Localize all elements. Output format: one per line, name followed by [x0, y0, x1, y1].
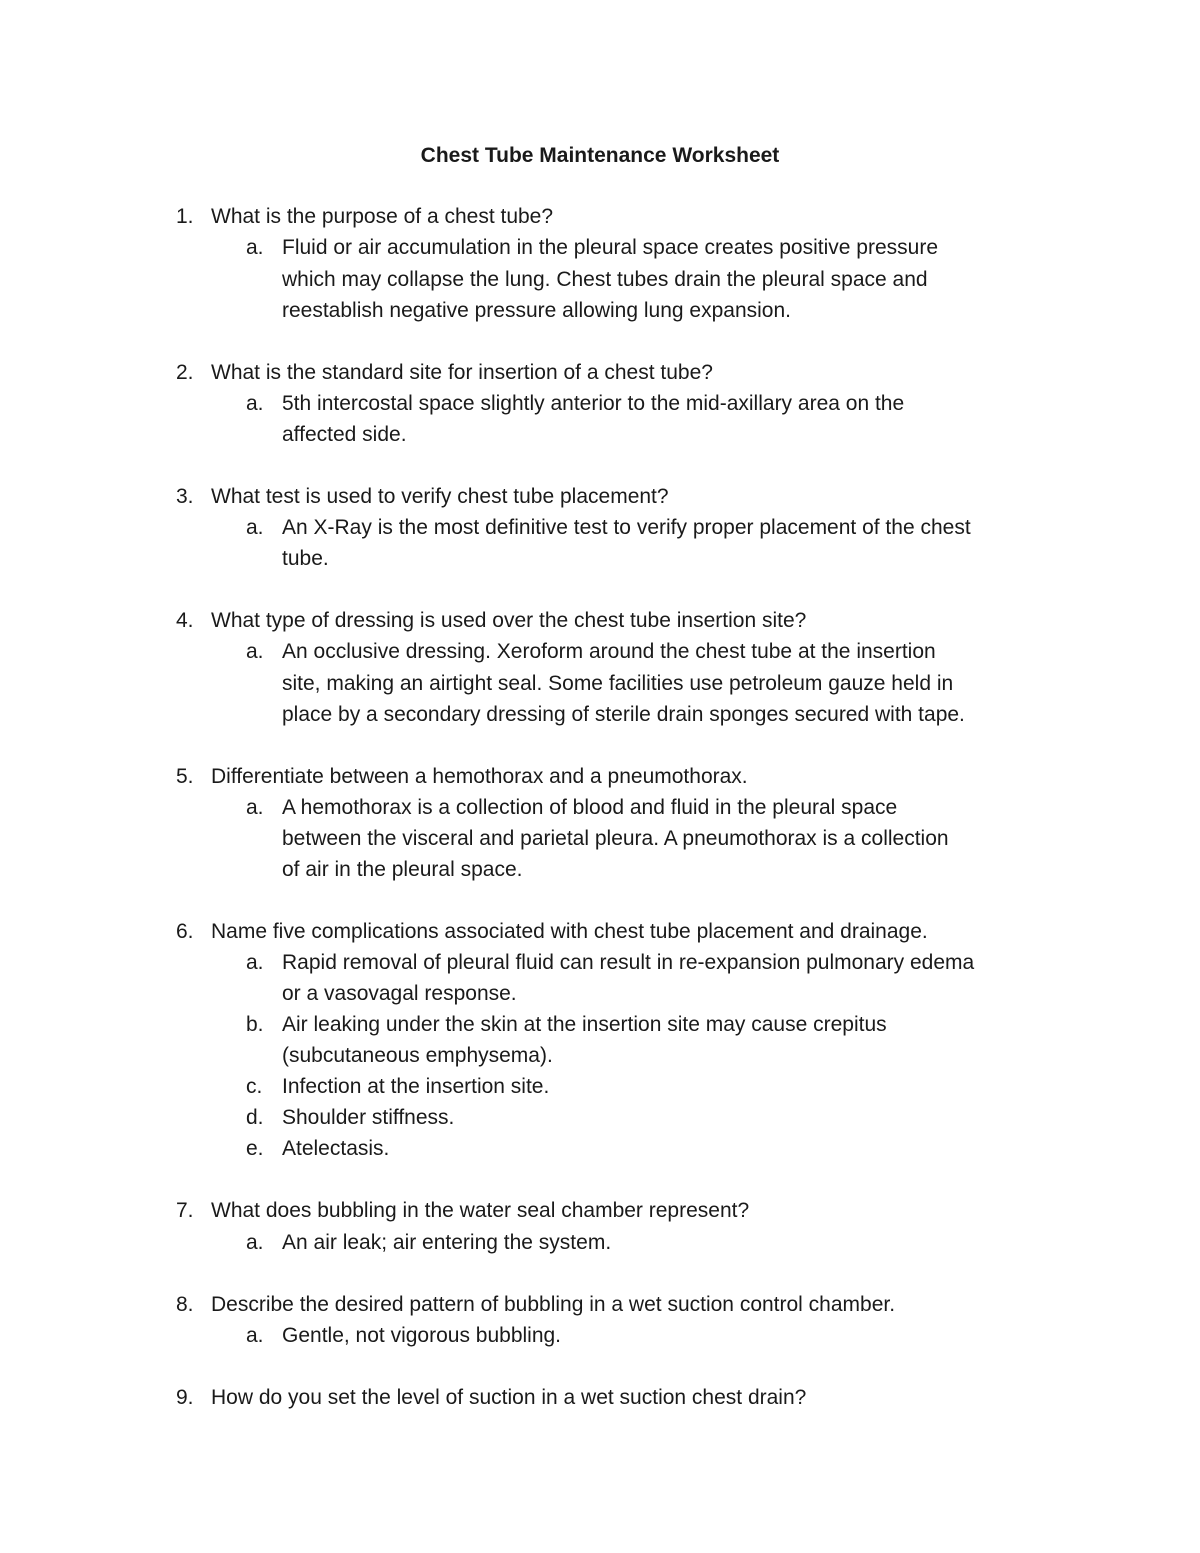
- answer-line: Air leaking under the skin at the insertion site may cause crepitus: [282, 1013, 887, 1036]
- question-number: 5.: [176, 765, 194, 788]
- answer-line: An occlusive dressing. Xeroform around the chest tube at the insertion: [282, 640, 936, 663]
- answer-line: Rapid removal of pleural fluid can result in re-expansion pulmonary edema: [282, 951, 975, 974]
- answer-line: Fluid or air accumulation in the pleural space creates positive pressure: [282, 236, 938, 259]
- question-number: 2.: [176, 361, 194, 384]
- answer-line: Atelectasis.: [282, 1137, 390, 1160]
- question-text: What does bubbling in the water seal chamber represent?: [211, 1199, 750, 1222]
- answer-line: 5th intercostal space slightly anterior to the mid-axillary area on the: [282, 392, 905, 415]
- answer-letter: b.: [246, 1013, 264, 1036]
- question-text: What is the standard site for insertion of a chest tube?: [211, 361, 713, 384]
- answer-line: tube.: [282, 547, 329, 570]
- answer-letter: a.: [246, 951, 264, 974]
- answer-line: of air in the pleural space.: [282, 858, 523, 881]
- question-number: 3.: [176, 485, 194, 508]
- answer-letter: a.: [246, 1324, 264, 1347]
- question-number: 8.: [176, 1293, 194, 1316]
- answer-line: (subcutaneous emphysema).: [282, 1044, 553, 1067]
- answer-letter: a.: [246, 516, 264, 539]
- question-text: What test is used to verify chest tube placement?: [211, 485, 669, 508]
- answer-letter: e.: [246, 1137, 264, 1160]
- page-title: Chest Tube Maintenance Worksheet: [420, 144, 780, 167]
- question-text: Name five complications associated with chest tube placement and drainage.: [211, 920, 928, 943]
- question-text: Differentiate between a hemothorax and a pneumothorax.: [211, 765, 748, 788]
- question-text: Describe the desired pattern of bubbling in a wet suction control chamber.: [211, 1293, 896, 1316]
- question-number: 7.: [176, 1199, 194, 1222]
- answer-line: or a vasovagal response.: [282, 982, 517, 1005]
- answer-line: site, making an airtight seal. Some facilities use petroleum gauze held in: [282, 672, 954, 695]
- question-text: How do you set the level of suction in a wet suction chest drain?: [211, 1386, 807, 1409]
- answer-line: An X-Ray is the most definitive test to verify proper placement of the chest: [282, 516, 971, 539]
- answer-line: Shoulder stiffness.: [282, 1106, 455, 1129]
- answer-line: place by a secondary dressing of sterile drain sponges secured with tape.: [282, 703, 965, 726]
- answer-line: Infection at the insertion site.: [282, 1075, 550, 1098]
- question-number: 6.: [176, 920, 194, 943]
- answer-letter: a.: [246, 640, 264, 663]
- answer-line: between the visceral and parietal pleura. A pneumothorax is a collection: [282, 827, 949, 850]
- question-number: 4.: [176, 609, 194, 632]
- question-text: What is the purpose of a chest tube?: [211, 205, 554, 228]
- answer-line: reestablish negative pressure allowing lung expansion.: [282, 299, 791, 322]
- answer-line: affected side.: [282, 423, 407, 446]
- answer-line: Gentle, not vigorous bubbling.: [282, 1324, 562, 1347]
- answer-line: An air leak; air entering the system.: [282, 1231, 612, 1254]
- question-number: 9.: [176, 1386, 194, 1409]
- question-text: What type of dressing is used over the chest tube insertion site?: [211, 609, 807, 632]
- answer-line: which may collapse the lung. Chest tubes drain the pleural space and: [282, 268, 928, 291]
- answer-letter: d.: [246, 1106, 264, 1129]
- answer-line: A hemothorax is a collection of blood and fluid in the pleural space: [282, 796, 898, 819]
- answer-letter: a.: [246, 1231, 264, 1254]
- answer-letter: a.: [246, 796, 264, 819]
- question-number: 1.: [176, 205, 194, 228]
- answer-letter: c.: [246, 1075, 263, 1098]
- answer-letter: a.: [246, 392, 264, 415]
- answer-letter: a.: [246, 236, 264, 259]
